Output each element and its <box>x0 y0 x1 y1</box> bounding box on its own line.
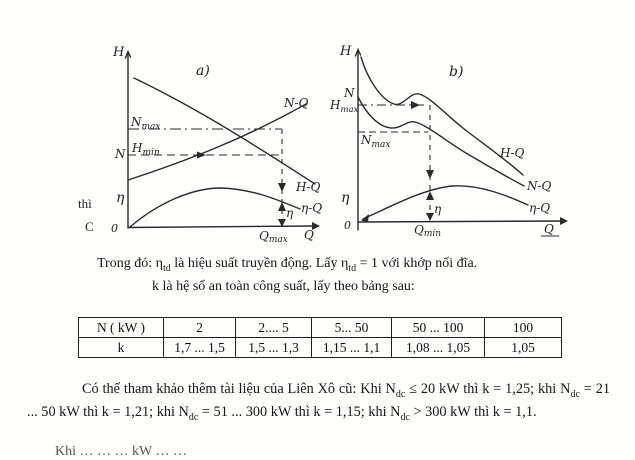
eta-td-subscript: td <box>162 262 171 274</box>
paragraph-text: Có thể tham khảo thêm tài liệu của Liên Xô cũ: Khi N <box>82 381 396 397</box>
graph-b-eta-up-arrow <box>426 191 434 200</box>
graph-a-down-arrow <box>278 183 286 192</box>
graph-b-hq-curve <box>361 57 523 175</box>
graph-b-eta-value-label: η <box>434 202 442 216</box>
paragraph-text-5: > 300 kW thì k = 1,1. <box>409 404 537 421</box>
safety-factor-table <box>78 317 562 358</box>
table-cell: 5... 50 <box>312 318 392 338</box>
graph-a-caption: a) <box>196 63 210 79</box>
graph-b-nmax-label: $N_{max}$ <box>361 133 391 150</box>
graph-a-eta-tick: η <box>116 190 125 206</box>
graph-a-etaq-label: η-Q <box>301 201 323 215</box>
intro-line-1 <box>97 256 477 272</box>
intro-line-2: k là hệ số an toàn công suất, lấy theo bảng sau: <box>152 279 415 294</box>
graph-a-eta-value-label: η <box>286 206 294 220</box>
graph-b-x-axis <box>358 221 561 222</box>
clipped-text-line: Khi … … … kW … … <box>55 444 187 459</box>
intro-line-1-text-2: là hiệu suất truyền động. Lấy η <box>170 256 349 271</box>
table-cell: 1,7 ... 1,5 <box>164 338 236 358</box>
graph-a-nq-curve <box>128 104 306 180</box>
intro-line-1-text: Trong đó: η <box>97 256 163 271</box>
graph-a-y-axis-label: H <box>113 45 125 60</box>
graph-b-origin: 0 <box>344 219 351 232</box>
graph-a-x-axis <box>128 226 313 228</box>
table-cell: 1,05 <box>485 338 562 358</box>
graph-a-x-axis-label: Q <box>304 228 314 242</box>
graph-b-caption: b) <box>449 64 464 80</box>
table-cell: k <box>79 338 164 358</box>
graph-b <box>329 44 568 239</box>
table-row-n <box>79 318 562 338</box>
table-cell: 2 <box>164 318 236 338</box>
text-fragment-c: C <box>85 219 94 234</box>
n-dc-subscript-4: dc <box>400 412 410 424</box>
graph-b-down-arrow <box>426 170 434 179</box>
graph-b-eta-curve <box>363 186 528 219</box>
graph-b-nq-label: N-Q <box>527 179 552 193</box>
n-dc-subscript: dc <box>395 388 406 400</box>
table-cell: 100 <box>485 318 562 338</box>
graph-b-hmax-arrow <box>411 101 420 109</box>
graph-b-qmin-label: Qmin <box>414 223 442 239</box>
n-dc-subscript-3: dc <box>188 412 199 424</box>
graph-b-hq-label: H-Q <box>500 146 525 160</box>
graph-a-eta-curve <box>130 188 300 227</box>
graph-b-x-axis-arrow <box>560 217 568 225</box>
paragraph-text-4: = 51 ... 300 kW thì k = 1,15; khi N <box>198 404 401 421</box>
graph-a <box>111 45 322 245</box>
graph-b-x-axis-label: Q <box>544 222 554 236</box>
table-cell: N ( kW ) <box>79 318 164 338</box>
table-cell: 50 ... 100 <box>392 318 485 338</box>
graph-b-hmax-label: $H_{max}$ <box>330 98 359 115</box>
graph-b-eta-tick: η <box>341 190 350 206</box>
table-cell: 1,15 ... 1,1 <box>312 338 392 358</box>
graph-b-etaq-label: η-Q <box>529 201 551 215</box>
text-fragment-thi: thì <box>78 196 92 211</box>
paragraph-text-3: = 21 ... 50 kW thì k = 1,21; khi N <box>27 381 610 421</box>
graph-a-nq-label: N-Q <box>284 96 309 110</box>
graph-b-eta-down-arrow <box>426 213 434 221</box>
graph-b-eta-curve-start-arrow <box>361 214 369 222</box>
graph-a-hq-label: H-Q <box>296 180 321 194</box>
graph-a-hmin-label: $H_{min}$ <box>132 141 160 158</box>
safety-factor-table-wrap <box>78 317 562 358</box>
eta-td-subscript-2: td <box>348 262 357 274</box>
graph-b-y-axis-label: H <box>340 44 352 59</box>
graph-a-nmax-label: $N_{max}$ <box>131 115 161 132</box>
paragraph-text-2: ≤ 20 kW thì k = 1,25; khi N <box>405 381 571 397</box>
graph-a-qmax-label: Qmax <box>259 229 288 245</box>
graph-b-n-tick: N <box>344 86 355 100</box>
graph-a-n-tick: N <box>115 147 126 161</box>
table-cell: 1,5 ... 1,3 <box>236 338 312 358</box>
table-row-k <box>79 338 562 358</box>
graph-a-origin: 0 <box>111 222 118 235</box>
intro-line-1-text-3: = 1 với khớp nối đĩa. <box>356 256 478 271</box>
table-cell: 2.... 5 <box>236 318 312 338</box>
n-dc-subscript-2: dc <box>570 388 580 400</box>
table-cell: 1,08 ... 1,05 <box>392 338 485 358</box>
reference-paragraph <box>27 378 610 424</box>
